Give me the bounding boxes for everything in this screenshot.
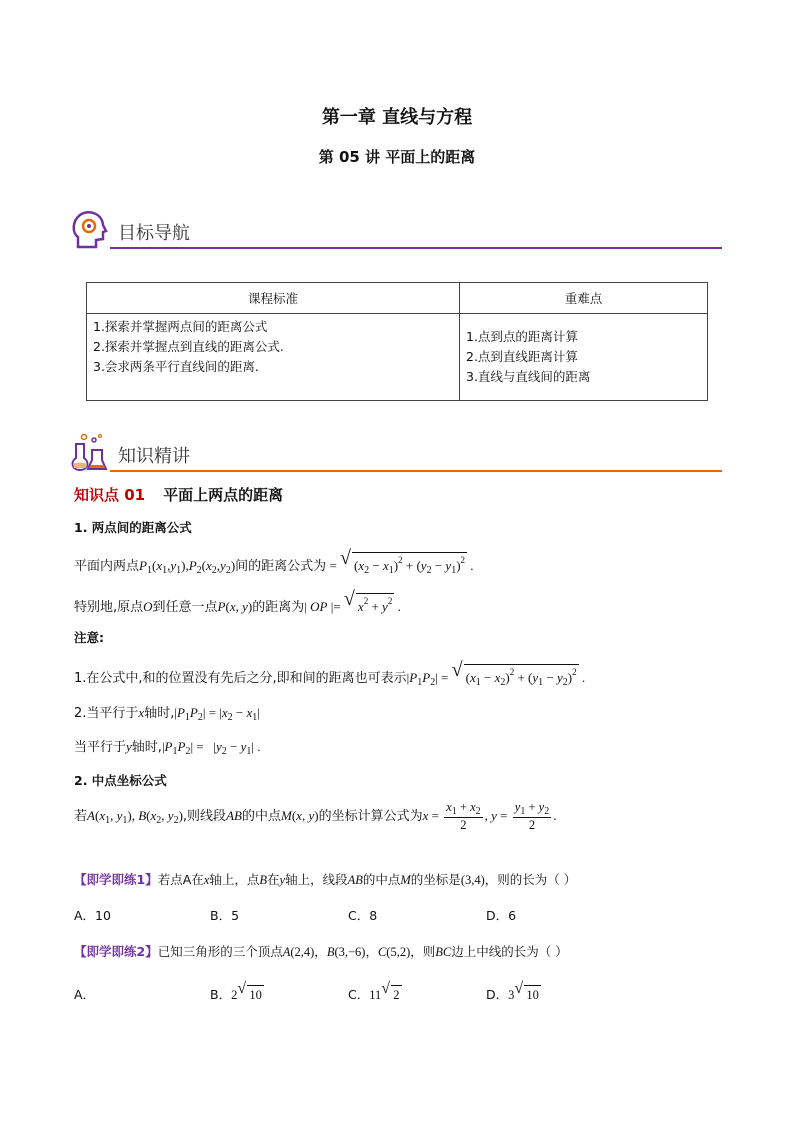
text: 的坐标计算公式为 [318,809,423,824]
table-header: 重难点 [460,283,708,314]
text: 若 [74,809,88,824]
goal-navigation-banner [70,209,722,249]
note-line-2: 2.当平行于x轴时$,|P_1P_2| = |x_2 - x_1|$ [74,705,260,723]
knowledge-point-number: 知识点 01 [74,486,146,504]
text: 若点A在 [157,872,204,887]
option-b: B．2 √ 10 [210,980,262,1002]
list-item: 3.会求两条平行直线间的距离. [93,359,259,374]
banner-label: 目标导航 [118,223,190,244]
knowledge-point-title [74,484,283,505]
text: 在 [266,872,280,887]
lecture-title: 第 05 讲 平面上的距离 [318,148,476,166]
text: 已知三角形的三个顶点 [157,944,283,959]
text: ，则的长为（ ） [484,872,577,887]
list-item: 2.探索并掌握点到直线的距离公式. [93,339,284,354]
knowledge-point-name: 平面上两点的距离 [163,486,284,504]
text: 轴上，点 [209,872,260,887]
option-label: B． [210,987,232,1002]
text: 的距离为 [252,600,305,615]
sqrt-formula: √ $(x_2 - x_1)^2 + (y_2 - y_1)^2$ [340,547,466,576]
text: 1.在公式中,和的位置没有先后之分,即和间的距离也可表示 [74,671,407,686]
sqrt-formula: √ $(x_1 - x_2)^2 + (y_1 - y_2)^2$ [451,659,577,688]
fraction: $\frac{x_1 + x_2}{2}$ [446,800,481,832]
text: 轴时, [131,740,162,755]
origin-distance-line: 特别地,原点O到任意一点P(x, y)的距离为| OP |= √ $x^2 + y^2$ . [74,588,401,615]
list-item: 1.点到点的距离计算 [466,329,578,344]
head-gear-icon [70,209,108,249]
list-item: 1.探索并掌握两点间的距离公式 [93,319,268,334]
option-label: C． [348,987,370,1002]
text: 2.当平行于 [74,706,139,721]
practice-tag: 【即学即练2】 [74,944,158,959]
list-item: 2.点到直线距离计算 [466,349,578,364]
text: 当平行于 [74,740,127,755]
text: 的坐标是 [410,872,461,887]
formula: $P_1(x_1,y_1),P_2(x_2,y_2)$ [139,558,236,576]
option-a: A． [74,987,96,1002]
curriculum-table [86,282,708,401]
text: ,则线段 [182,809,227,824]
option-a: A．10 [74,908,111,923]
text: 平面内两点 [74,559,140,574]
text: 特别地,原点 [74,600,144,615]
note-line-3: 当平行于y轴时$,|P_1P_2| = |y_2 - y_1|$ . [74,739,261,757]
table-header: 课程标准 [87,283,460,314]
note-title: 注意: [74,630,104,645]
sqrt-formula: √ $x^2 + y^2$ [343,588,393,614]
note-line-1: 1.在公式中,和的位置没有先后之分,即和间的距离也可表示$|P_1P_2|$ = √ $(x_1 - x_2)^2 + (y_1 - y_2)^2$ . [74,659,586,688]
text: 到任意一点 [152,600,218,615]
banner-divider [110,470,722,472]
banner-label: 知识精讲 [118,446,190,467]
text: ，则 [410,944,436,959]
section-title: 2. 中点坐标公式 [74,773,167,788]
text: 间的距离公式为 [235,559,327,574]
text: 边上中线的长为（ ） [451,944,568,959]
option-d: D．6 [486,908,517,923]
option-c: C．11 √ 2 [348,980,400,1002]
option-label: D． [486,987,509,1002]
banner-divider [110,247,722,249]
text: 的中点 [241,809,281,824]
section-title: 1. 两点间的距离公式 [74,520,192,535]
lab-flask-icon [70,432,110,472]
practice-question-2: 【即学即练2】已知三角形的三个顶点A(2,4)，B(3,−6)，C(5,2)，则BC边上中线的长为（ ） [74,944,568,959]
option-b: B．5 [210,908,240,923]
option-d: D．3 √ 10 [486,980,539,1002]
table-cell [87,314,460,401]
midpoint-formula-line: 若$A(x_1$, $y_1$), $B(x_2$, $y_2$),则线段AB的中点M(x, y)的坐标计算公式为x = $\frac{x_1 + x_2}{2}$ , y = $\frac{y_1 + y_2}{2}$ . [74,800,557,832]
sqrt-formula: √ 10 [237,980,262,1002]
practice-question-1: 【即学即练1】若点A在x轴上，点B在y轴上，线段AB的中点M的坐标是(3,4)，则的长为（ ） [74,872,577,887]
practice-tag: 【即学即练1】 [74,872,158,887]
option-c: C．8 [348,908,378,923]
sqrt-formula: √ 10 [514,980,539,1002]
text: 轴上，线段 [285,872,348,887]
text: 的中点 [362,872,401,887]
text: 轴时, [144,706,175,721]
sqrt-formula: √ 2 [381,980,400,1002]
chapter-title: 第一章 直线与方程 [321,107,473,128]
list-item: 3.直线与直线间的距离 [466,369,591,384]
fraction: $\frac{y_1 + y_2}{2}$ [514,800,550,832]
distance-formula-line: 平面内两点$P_1(x_1,y_1),P_2(x_2,y_2)$间的距离公式为 = √ $(x_2 - x_1)^2 + (y_2 - y_1)^2$ . [74,547,474,576]
table-cell [460,314,708,401]
knowledge-banner [70,432,722,472]
